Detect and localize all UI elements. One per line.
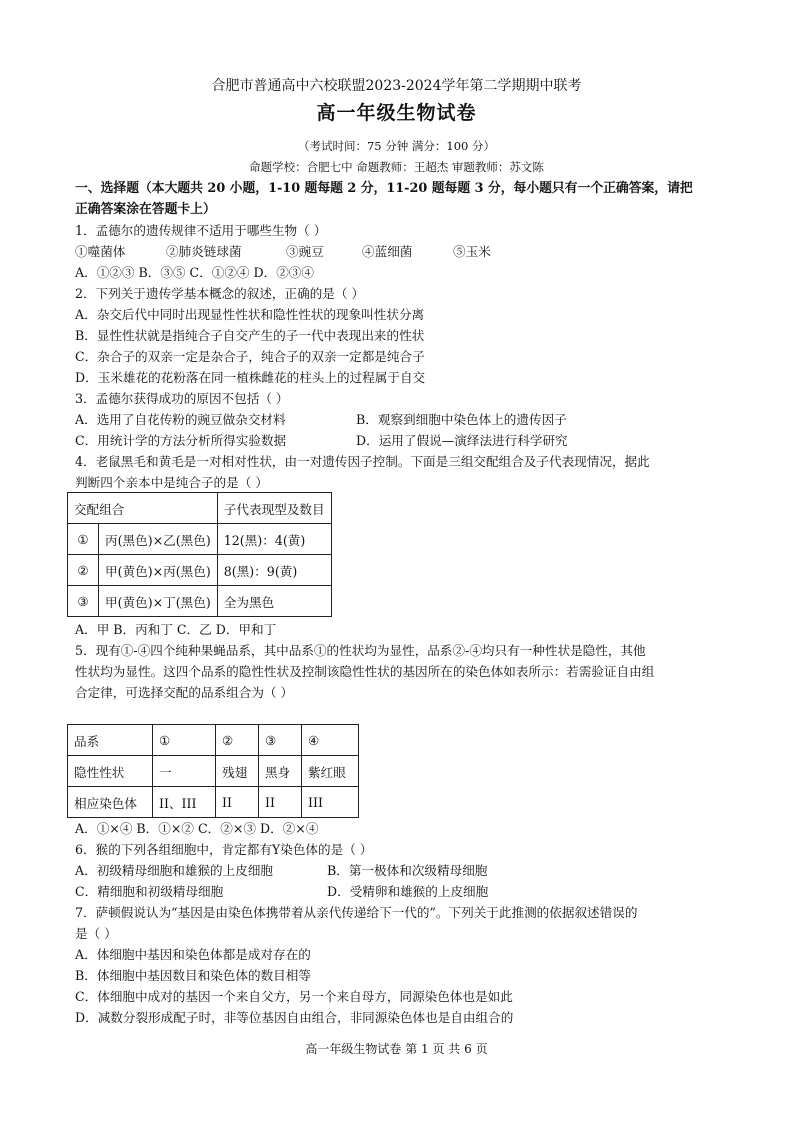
q5-cell: ③ — [259, 725, 302, 756]
q6-option-b: B．第一极体和次级精母细胞 — [327, 863, 488, 878]
q5-strain-table — [67, 724, 359, 818]
q2-option-d: D．玉米雄花的花粉落在同一植株雌花的柱头上的过程属于自交 — [75, 370, 426, 385]
q1-item-1: ①噬菌体 — [75, 244, 126, 259]
section-heading-line1: 一、选择题（本大题共 20 小题，1-10 题每题 2 分，11-20 题每题 3 分，每小题只有一个正确答案，请把 — [75, 181, 693, 196]
q7-option-d: D．减数分裂形成配子时，非等位基因自由组合，非同源染色体也是自由组合的 — [75, 1010, 514, 1025]
q6-option-d: D．受精卵和雄猴的上皮细胞 — [327, 884, 489, 899]
q4-header-result: 子代表现型及数目 — [217, 493, 331, 524]
q1-options: A．①②③ B．③⑤ C．①②④ D．②③④ — [75, 265, 314, 280]
q1-stem: 1．孟德尔的遗传规律不适用于哪些生物（ ） — [75, 223, 327, 238]
q5-cell: 相应染色体 — [68, 787, 153, 818]
q5-cell: II、III — [153, 787, 216, 818]
q5-cell: ① — [153, 725, 216, 756]
q4-row3-cross: 甲(黄色)×丁(黑色) — [99, 586, 218, 617]
q5-stem-line1: 5．现有①-④四个纯种果蝇品系，其中品系①的性状均为显性，品系②-④均只有一种性状是隐性，其他 — [75, 643, 646, 658]
q5-cell: II — [216, 787, 259, 818]
q5-stem-line2: 性状均为显性。这四个品系的隐性性状及控制该隐性性状的基因所在的染色体如表所示：若需验证自由组 — [75, 664, 655, 679]
section-heading-line2: 正确答案涂在答题卡上） — [75, 202, 216, 217]
table-row — [68, 787, 359, 818]
q4-row1-cross: 丙(黑色)×乙(黑色) — [99, 524, 218, 555]
q1-item-3: ③豌豆 — [286, 244, 324, 259]
q7-option-c: C．体细胞中成对的基因一个来自父方，另一个来自母方，同源染色体也是如此 — [75, 989, 513, 1004]
q4-options: A．甲 B．丙和丁 C．乙 D．甲和丁 — [75, 622, 277, 637]
q7-option-b: B．体细胞中基因数目和染色体的数目相等 — [75, 968, 311, 983]
table-row — [68, 586, 332, 617]
q5-cell: III — [302, 787, 359, 818]
q7-stem-line2: 是（ ） — [75, 926, 117, 941]
q4-row2-cross: 甲(黄色)×丙(黑色) — [99, 555, 218, 586]
q5-stem-line3: 合定律，可选择交配的品系组合为（ ） — [75, 685, 294, 700]
q4-row3-result: 全为黑色 — [217, 586, 331, 617]
q5-cell: 残翅 — [216, 756, 259, 787]
q3-stem: 3．孟德尔获得成功的原因不包括（ ） — [75, 391, 289, 406]
paper-title: 高一年级生物试卷 — [316, 102, 477, 124]
exam-time-score: （考试时间：75 分钟 满分：100 分） — [297, 139, 496, 153]
q6-stem: 6．猴的下列各组细胞中，肯定都有Y染色体的是（ ） — [75, 842, 373, 857]
q2-option-c: C．杂合子的双亲一定是杂合子，纯合子的双亲一定都是纯合子 — [75, 349, 425, 364]
q2-option-a: A．杂交后代中同时出现显性性状和隐性性状的现象叫性状分离 — [75, 307, 425, 322]
q6-option-a: A．初级精母细胞和雄猴的上皮细胞 — [75, 863, 274, 878]
exam-setters: 命题学校：合肥七中 命题教师：王超杰 审题教师：苏文陈 — [249, 160, 544, 174]
q5-options: A．①×④ B．①×② C．②×③ D．②×④ — [75, 821, 319, 836]
q4-header-group: 交配组合 — [68, 493, 218, 524]
table-row — [68, 555, 332, 586]
q5-cell: 隐性性状 — [68, 756, 153, 787]
q3-option-c: C．用统计学的方法分析所得实验数据 — [75, 433, 287, 448]
q1-item-2: ②肺炎链球菌 — [166, 244, 242, 259]
q5-cell: 黑身 — [259, 756, 302, 787]
table-row — [68, 725, 359, 756]
q5-cell: 紫红眼 — [302, 756, 359, 787]
q4-stem-line2: 判断四个亲本中是纯合子的是（ ） — [75, 475, 268, 490]
q4-row2-no: ② — [68, 555, 99, 586]
q5-cell: 一 — [153, 756, 216, 787]
exam-title: 合肥市普通高中六校联盟2023-2024学年第二学期期中联考 — [211, 78, 582, 94]
q7-option-a: A．体细胞中基因和染色体都是成对存在的 — [75, 947, 311, 962]
q5-cell: 品系 — [68, 725, 153, 756]
q1-item-5: ⑤玉米 — [453, 244, 491, 259]
q5-cell: II — [259, 787, 302, 818]
q3-option-a: A．选用了自花传粉的豌豆做杂交材料 — [75, 412, 286, 427]
table-row — [68, 524, 332, 555]
q2-stem: 2．下列关于遗传学基本概念的叙述，正确的是（ ） — [75, 286, 365, 301]
q3-option-d: D．运用了假说—演绎法进行科学研究 — [356, 433, 568, 448]
q4-row2-result: 8(黑)：9(黄) — [217, 555, 331, 586]
q4-cross-table — [67, 492, 332, 617]
q4-row3-no: ③ — [68, 586, 99, 617]
table-row — [68, 756, 359, 787]
q5-cell: ② — [216, 725, 259, 756]
table-row — [68, 493, 332, 524]
q2-option-b: B．显性性状就是指纯合子自交产生的子一代中表现出来的性状 — [75, 328, 425, 343]
q4-row1-result: 12(黑)：4(黄) — [217, 524, 331, 555]
q7-stem-line1: 7．萨顿假说认为“基因是由染色体携带着从亲代传递给下一代的”。下列关于此推测的依据叙述错误的 — [75, 905, 638, 920]
q3-option-b: B．观察到细胞中染色体上的遗传因子 — [356, 412, 567, 427]
q4-row1-no: ① — [68, 524, 99, 555]
q1-item-4: ④蓝细菌 — [362, 244, 413, 259]
q5-cell: ④ — [302, 725, 359, 756]
page-footer: 高一年级生物试卷 第 1 页 共 6 页 — [305, 1042, 488, 1056]
q4-stem-line1: 4．老鼠黑毛和黄毛是一对相对性状，由一对遗传因子控制。下面是三组交配组合及子代表现情况，据此 — [75, 454, 650, 469]
q6-option-c: C．精细胞和初级精母细胞 — [75, 884, 224, 899]
